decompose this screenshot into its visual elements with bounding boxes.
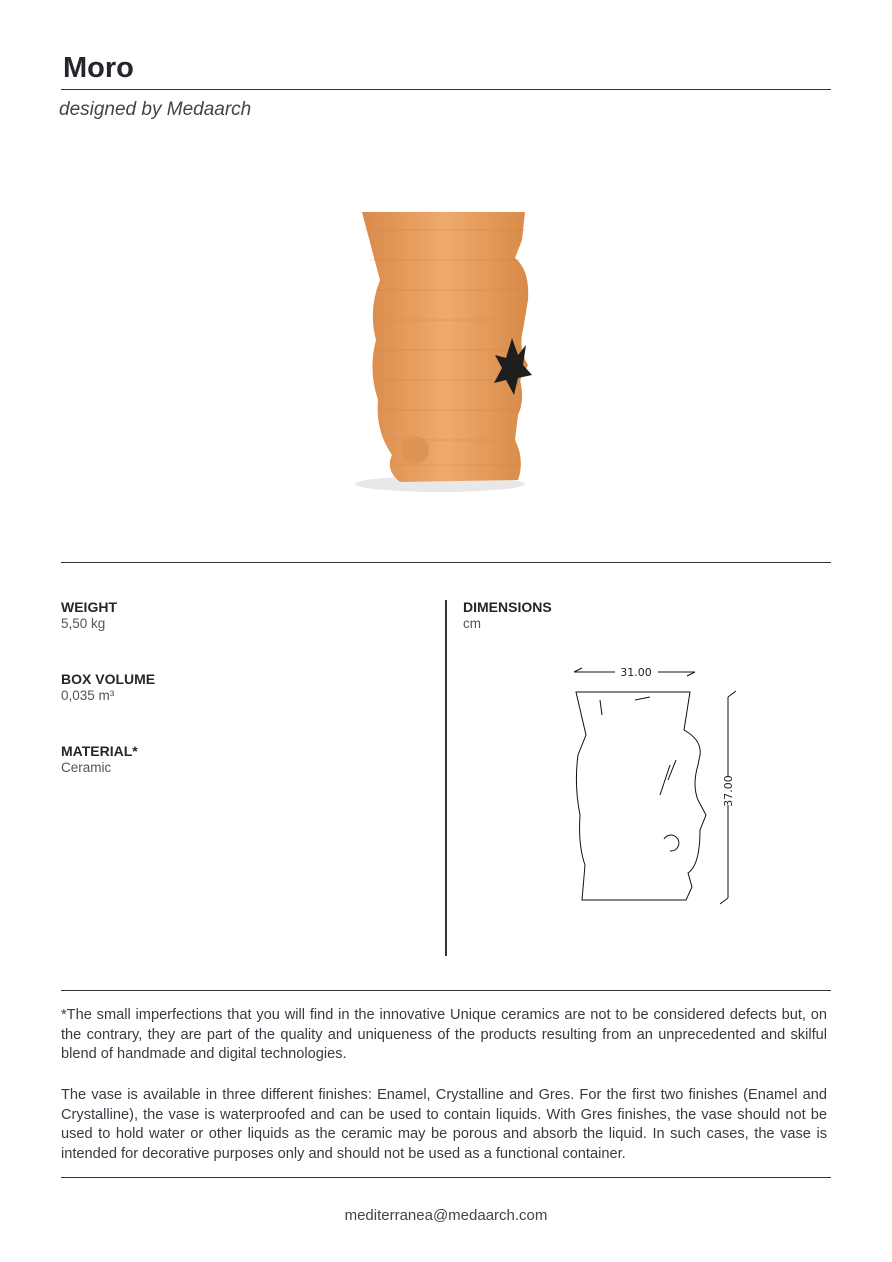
contact-email[interactable]: mediterranea@medaarch.com [344,1207,548,1224]
spec-label: BOX VOLUME [61,671,156,687]
dimension-drawing [560,655,750,915]
imperfections-note: *The small imperfections that you will find in the innovative Unique ceramics are not to be considered defects but, on the contrary, they are part of the quality and uniqueness of the products resulting from an unprecedented and skilful blend of handmade and digital technologies. [61,1007,827,1062]
finishes-note: The vase is available in three different finishes: Enamel, Crystalline and Gres. For the first two finishes (Enamel and Crystalline), the vase is waterproofed and can be used to contain liquids. With Gres finishes, the vase should not be used to hold water or other liquids as the ceramic may be porous and absorb the liquid. In such cases, the vase is intended for decorative purposes only and should not be used as a functional container. [61,1087,827,1162]
spec-value: Ceramic [61,760,112,775]
divider [61,1177,831,1178]
spec-weight [61,599,117,631]
spec-material [61,743,138,775]
divider [61,990,831,991]
spec-dimensions [463,599,552,631]
spec-value: 5,50 kg [61,616,106,631]
spec-box-volume [61,671,155,703]
spec-label: MATERIAL* [61,743,138,759]
divider [61,562,831,563]
spec-value: cm [463,616,481,631]
product-image [340,200,540,500]
column-divider [445,600,447,956]
designer-subtitle: designed by Medaarch [59,99,252,120]
divider [61,89,831,90]
page-title: Moro [63,52,134,84]
height-label: 37.00 [722,775,735,807]
spec-label: DIMENSIONS [463,599,552,615]
width-label: 31.00 [620,666,652,679]
spec-label: WEIGHT [61,599,117,615]
spec-value: 0,035 m³ [61,688,115,703]
